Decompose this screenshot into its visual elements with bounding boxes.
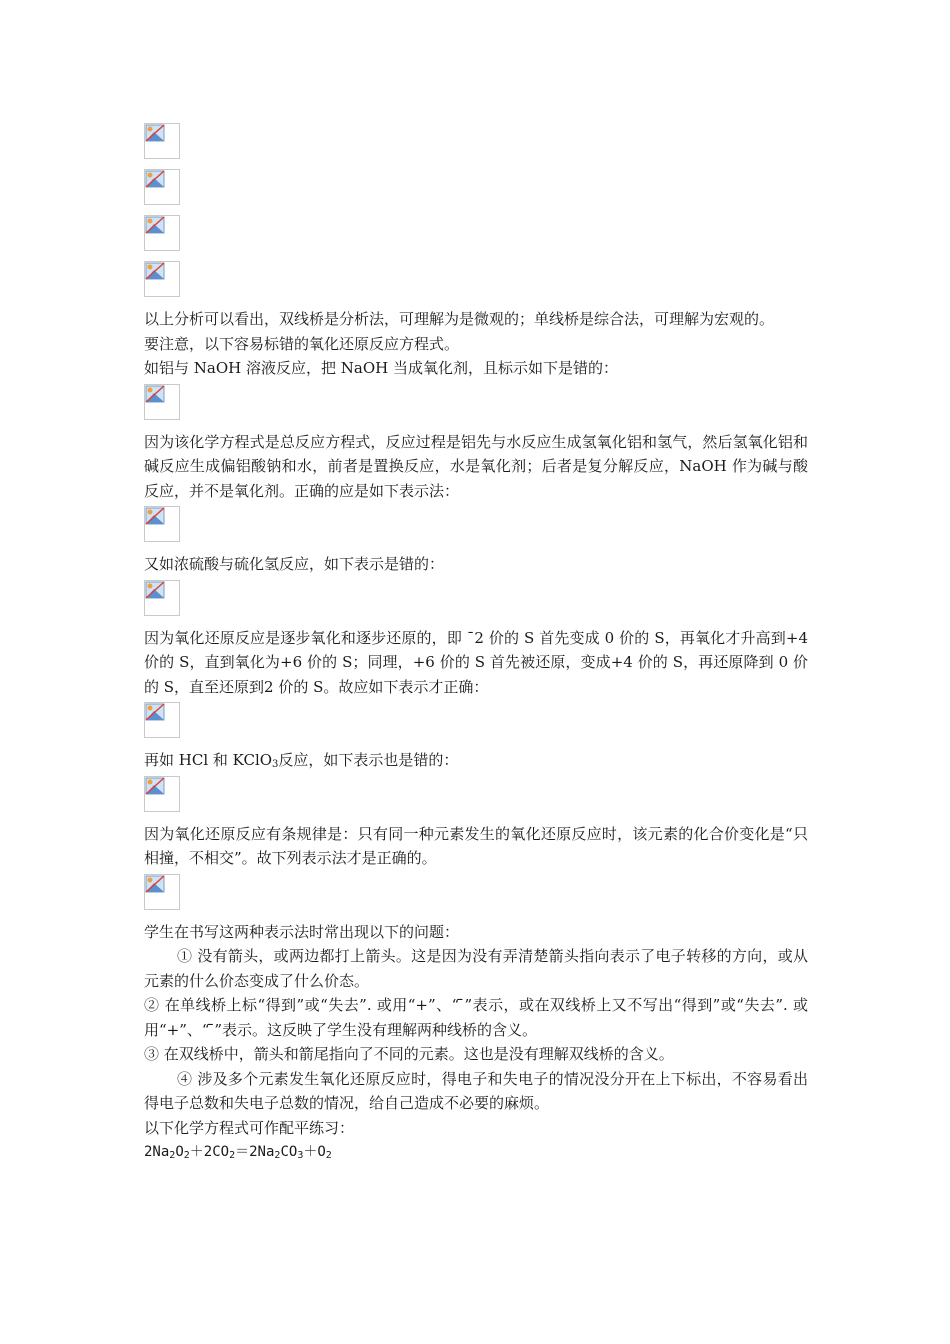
paragraph-example-al: 如铝与 NaOH 溶液反应，把 NaOH 当成氧化剂，且标示如下是错的： (144, 359, 618, 377)
eq-sub: 2 (169, 1150, 176, 1161)
paragraph-explain-s: 因为氧化还原反应是逐步氧化和逐步还原的，即 ¯2 价的 S 首先变成 0 价的 S，再氧化才升高到+4 价的 S，直到氧化为+6 价的 S；同理，+6 价的 S 首先被还原，变成+4 价的 S，再还原降到 0 价的 S，直至还原到2 价的 S。故应如下表示才正确： (144, 628, 808, 696)
eq-part: ＋O (303, 1144, 326, 1160)
broken-image-icon (144, 169, 180, 205)
eq-sub: 3 (297, 1150, 304, 1161)
eq-part: O (175, 1144, 184, 1160)
list-item-4: ④ 涉及多个元素发生氧化还原反应时，得电子和失电子的情况没分开在上下标出，不容易看出得电子总数和失电子总数的情况，给自己造成不必要的麻烦。 (144, 1069, 808, 1112)
broken-image-icon (144, 123, 180, 159)
eq-sub: 2 (183, 1150, 190, 1161)
eq-part: ＋2CO (189, 1144, 230, 1160)
eq-sub: 2 (229, 1150, 236, 1161)
broken-image-icon (144, 384, 180, 420)
chemical-equation (144, 1140, 808, 1165)
paragraph-note: 要注意，以下容易标错的氧化还原反应方程式。 (144, 334, 460, 353)
eq-part: ＝2Na (235, 1144, 275, 1160)
broken-image-icon (144, 215, 180, 251)
paragraph-practice: 以下化学方程式可作配平练习： (144, 1118, 355, 1137)
paragraph-rule: 因为氧化还原反应有条规律是：只有同一种元素发生的氧化还原反应时，该元素的化合价变化是“只相撞，不相交”。故下列表示法才是正确的。 (144, 824, 808, 867)
eq-part: 2Na (144, 1144, 170, 1160)
broken-image-icon (144, 261, 180, 297)
paragraph-explain-al: 因为该化学方程式是总反应方程式，反应过程是铝先与水反应生成氢氧化铝和氢气，然后氢氧化铝和碱反应生成偏铝酸钠和水，前者是置换反应，水是氧化剂；后者是复分解反应，NaOH 作为碱与酸反应，并不是氧化剂。正确的应是如下表示法： (144, 432, 808, 500)
subscript: 3 (272, 759, 279, 770)
list-item-1: ① 没有箭头，或两边都打上箭头。这是因为没有弄清楚箭头指向表示了电子转移的方向，或从元素的什么价态变成了什么价态。 (144, 947, 808, 990)
paragraph-analysis: 以上分析可以看出，双线桥是分析法，可理解为是微观的；单线桥是综合法，可理解为宏观的。 (144, 310, 775, 328)
broken-image-icon (144, 580, 180, 616)
eq-sub: 2 (325, 1150, 332, 1161)
broken-image-icon (144, 702, 180, 738)
list-item-2: ② 在单线桥上标“得到”或“失去”. 或用“+”、“ ̄”表示，或在双线桥上又不写出“得到”或“失去”. 或用“+”、“ ̄”表示。这反映了学生没有理解两种线桥的含义。 (144, 996, 808, 1039)
paragraph-example-h2s: 又如浓硫酸与硫化氢反应，如下表示是错的： (144, 555, 445, 573)
broken-image-icon (144, 874, 180, 910)
document-page (144, 120, 808, 1165)
text-fragment: 反应，如下表示也是错的： (278, 751, 459, 769)
text-fragment: 再如 HCl 和 KClO (144, 751, 273, 769)
list-item-3: ③ 在双线桥中，箭头和箭尾指向了不同的元素。这也是没有理解双线桥的含义。 (144, 1045, 674, 1063)
eq-sub: 2 (274, 1150, 281, 1161)
paragraph-example-kclo3 (144, 748, 808, 773)
broken-image-icon (144, 506, 180, 542)
paragraph-problems-intro: 学生在书写这两种表示法时常出现以下的问题： (144, 922, 460, 941)
broken-image-icon (144, 776, 180, 812)
eq-part: CO (280, 1144, 298, 1160)
